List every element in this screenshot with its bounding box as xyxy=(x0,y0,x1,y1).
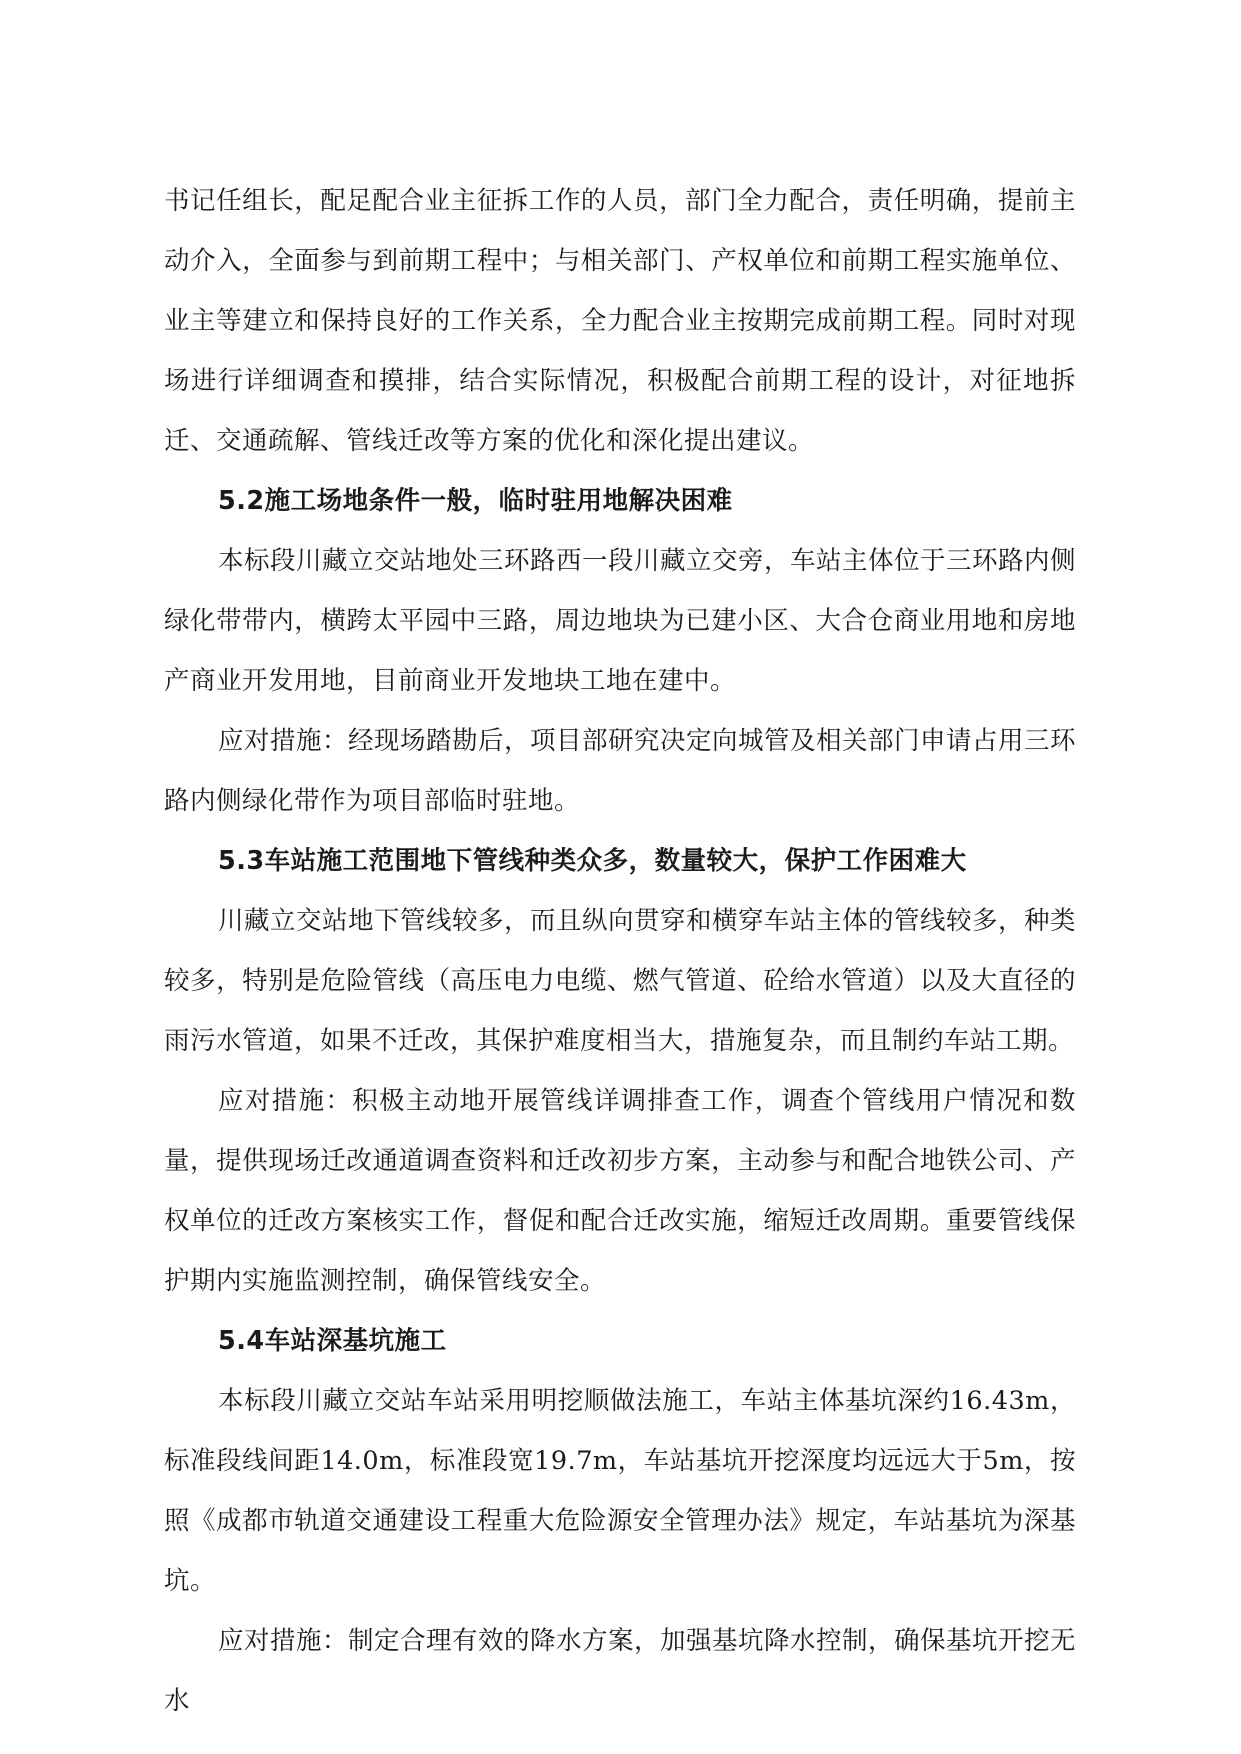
paragraph-countermeasure-deep-pit: 应对措施：制定合理有效的降水方案，加强基坑降水控制，确保基坑开挖无水 xyxy=(164,1626,1077,1716)
document-body xyxy=(164,171,1076,1731)
section-heading-5-2: 5.2施工场地条件一般，临时驻用地解决困难 xyxy=(218,486,733,516)
paragraph-pipelines: 川藏立交站地下管线较多，而且纵向贯穿和横穿车站主体的管线较多，种类较多，特别是危险管线（高压电力电缆、燃气管道、砼给水管道）以及大直径的雨污水管道，如果不迁改，其保护难度相当大，措施复杂，而且制约车站工期。 xyxy=(164,906,1077,1056)
section-heading-5-3: 5.3车站施工范围地下管线种类众多，数量较大，保护工作困难大 xyxy=(218,846,967,876)
paragraph-deep-pit: 本标段川藏立交站车站采用明挖顺做法施工，车站主体基坑深约16.43m，标准段线间距14.0m，标准段宽19.7m，车站基坑开挖深度均远远大于5m，按照《成都市轨道交通建设工程重大危险源安全管理办法》规定，车站基坑为深基坑。 xyxy=(164,1386,1076,1596)
paragraph-countermeasure-pipelines: 应对措施：积极主动地开展管线详调排查工作，调查个管线用户情况和数量，提供现场迁改通道调查资料和迁改初步方案，主动参与和配合地铁公司、产权单位的迁改方案核实工作，督促和配合迁改实施，缩短迁改周期。重要管线保护期内实施监测控制，确保管线安全。 xyxy=(164,1086,1076,1296)
paragraph-site-conditions: 本标段川藏立交站地处三环路西一段川藏立交旁，车站主体位于三环路内侧绿化带带内，横跨太平园中三路，周边地块为已建小区、大合仓商业用地和房地产商业开发用地，目前商业开发地块工地在建中。 xyxy=(164,546,1077,696)
paragraph-continuation: 书记任组长，配足配合业主征拆工作的人员，部门全力配合，责任明确，提前主动介入，全面参与到前期工程中；与相关部门、产权单位和前期工程实施单位、业主等建立和保持良好的工作关系，全力配合业主按期完成前期工程。同时对现场进行详细调查和摸排，结合实际情况，积极配合前期工程的设计，对征地拆迁、交通疏解、管线迁改等方案的优化和深化提出建议。 xyxy=(164,186,1076,456)
section-heading-5-4: 5.4车站深基坑施工 xyxy=(218,1326,447,1356)
paragraph-countermeasure-site: 应对措施：经现场踏勘后，项目部研究决定向城管及相关部门申请占用三环路内侧绿化带作为项目部临时驻地。 xyxy=(164,726,1077,816)
